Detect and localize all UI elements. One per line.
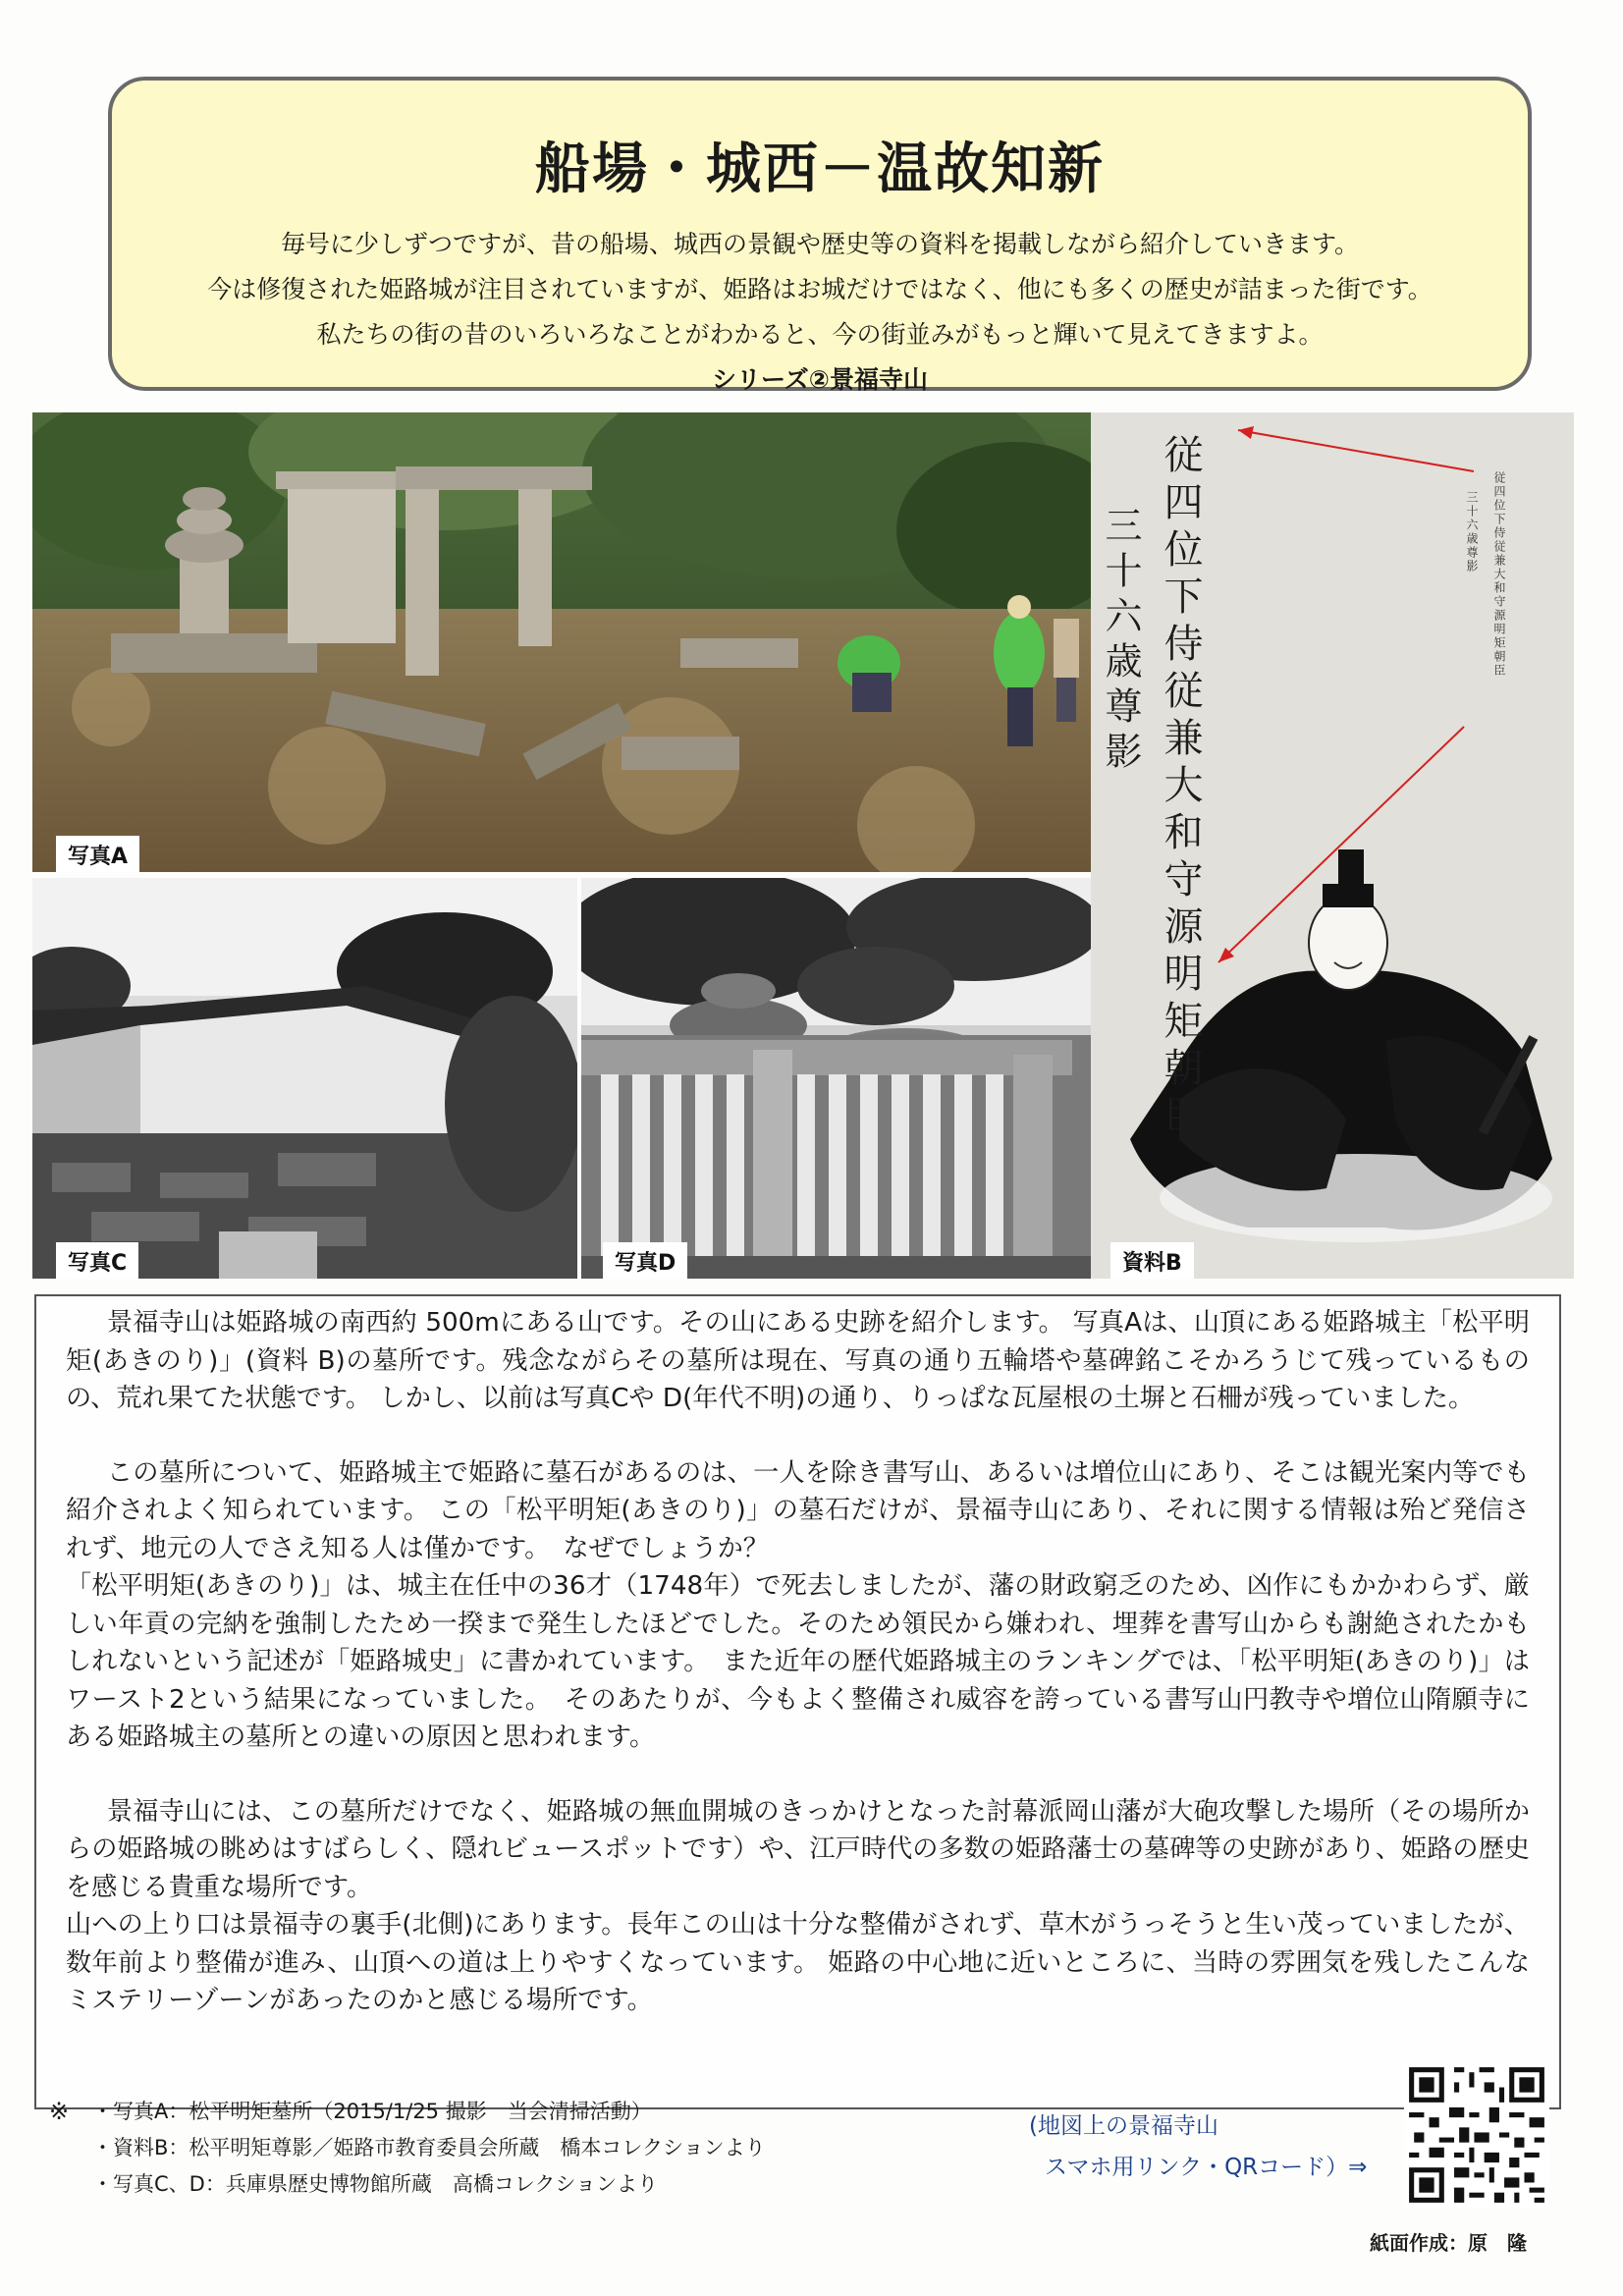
inscription-main: 従四位下侍従兼大和守源明矩朝臣 (1158, 434, 1203, 1141)
photo-a (32, 412, 1091, 872)
article-body (34, 1294, 1561, 2109)
inscription-small-right: 従四位下侍従兼大和守源明矩朝臣 (1492, 471, 1506, 678)
author-credit: 紙面作成：原 隆 (1370, 2231, 1527, 2255)
paragraph-4: 景福寺山には、この墓所だけでなく、姫路城の無血開城のきっかけとなった討幕派岡山藩が大砲攻撃した場所（その場所からの姫路城の眺めはすばらしく、隠れビュースポットです）や、江戸時代の多数の姫路藩士の墓碑等の史跡があり、姫路の歴史を感じる貴重な場所です。 (66, 1796, 1530, 1902)
note-item: ・写真C、D：兵庫県歴史博物館所蔵 高橋コレクションより (92, 2172, 658, 2196)
intro-line-1: 毎号に少しずつですが、昔の船場、城西の景観や歴史等の資料を掲載しながら紹介していきます。 (280, 230, 1359, 258)
inscription-small-left: 三十六歳尊影 (1465, 491, 1479, 574)
intro-line-2: 今は修復された姫路城が注目されていますが、姫路はお城だけではなく、他にも多くの歴史が詰まった街です。 (207, 275, 1433, 303)
photo-c (32, 878, 577, 1279)
map-link[interactable] (1029, 2105, 1367, 2188)
photo-c-caption: 写真C (56, 1242, 138, 1279)
page-title: 船場・城西－温故知新 (535, 137, 1105, 201)
source-notes (49, 2094, 766, 2203)
intro-line-3: 私たちの街の昔のいろいろなことがわかると、今の街並みがもっと輝いて見えてきますよ。 (316, 320, 1324, 349)
photo-d (581, 878, 1091, 1279)
series-label: シリーズ②景福寺山 (712, 365, 928, 394)
note-mark: ※ (49, 2098, 70, 2125)
photo-d-caption: 写真D (603, 1242, 687, 1279)
qr-code[interactable] (1404, 2062, 1549, 2208)
note-item: ・写真A：松平明矩墓所（2015/1/25 撮影 当会清掃活動） (92, 2100, 652, 2123)
document-b (1091, 412, 1574, 1279)
document-b-caption: 資料B (1110, 1242, 1194, 1279)
paragraph-2: この墓所について、姫路城主で姫路に墓石があるのは、一人を除き書写山、あるいは増位山にあり、そこは観光案内等でも紹介されよく知られています。 この「松平明矩(あきのり)」の墓石だけが、景福寺山にあり、それに関する情報は殆ど発信されず、地元の人でさえ知る人は僅かです。 なぜでしょうか？ (66, 1457, 1530, 1563)
inscription-age: 三十六歳尊影 (1099, 506, 1142, 777)
map-link-line-1: (地図上の景福寺山 (1029, 2113, 1218, 2139)
paragraph-5: 山への上り口は景福寺の裏手(北側)にあります。長年この山は十分な整備がされず、草木がうっそうと生い茂っていましたが、数年前より整備が進み、山頂への道は上りやすくなっています。 姫路の中心地に近いところに、当時の雰囲気を残したこんなミステリーゾーンがあったのかと感じる場所です。 (66, 1910, 1530, 2015)
header-box (108, 77, 1532, 394)
note-item: ・資料B：松平明矩尊影／姫路市教育委員会所蔵 橋本コレクションより (92, 2136, 766, 2159)
paragraph-1: 景福寺山は姫路城の南西約 500mにある山です。その山にある史跡を紹介します。 写真Aは、山頂にある姫路城主「松平明矩(あきのり)」(資料 B)の墓所です。残念ながらその墓所は現在、写真の通り五輪塔や墓碑銘こそかろうじて残っているものの、荒れ果てた状態です。 しかし、以前は写真Cや D(年代不明)の通り、りっぱな瓦屋根の土塀と石柵が残っていました。 (66, 1308, 1530, 1413)
map-link-line-2: スマホ用リンク・QRコード）⇒ (1045, 2155, 1368, 2180)
paragraph-3: 「松平明矩(あきのり)」は、城主在任中の36才（1748年）で死去しましたが、藩の財政窮乏のため、凶作にもかかわらず、厳しい年貢の完納を強制したため一揆まで発生したほどでした。そのため領民から嫌われ、埋葬を書写山からも謝絶されたかもしれないという記述が「姫路城史」に書かれています。 また近年の歴代姫路城主のランキングでは、「松平明矩(あきのり)」はワースト2という結果になっていました。 そのあたりが、今もよく整備され威容を誇っている書写山円教寺や増位山隋願寺にある姫路城主の墓所との違いの原因と思われます。 (66, 1571, 1530, 1752)
qr-code-icon (1404, 2062, 1549, 2208)
photo-a-caption: 写真A (56, 836, 139, 872)
